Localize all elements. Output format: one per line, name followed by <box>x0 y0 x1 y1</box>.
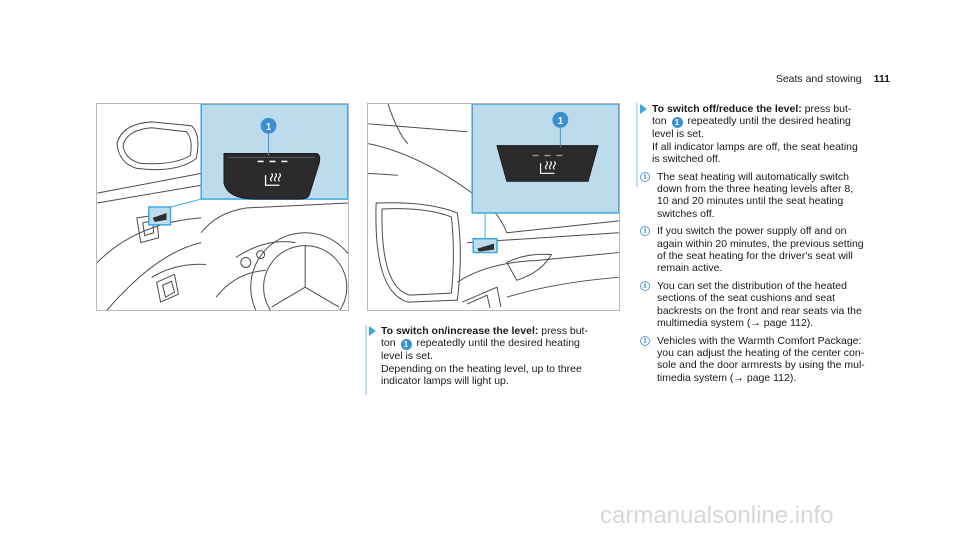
step-title: To switch on/increase the level: <box>381 325 539 337</box>
step-text: repeatedly until the desired heating <box>416 337 580 350</box>
section-title: Seats and stowing <box>775 73 862 85</box>
step-arrow-icon <box>640 104 647 114</box>
step-text: press but- <box>541 325 588 337</box>
step-bar <box>636 103 638 187</box>
note-text: multimedia system (→ page 112). <box>657 317 814 330</box>
note-text: 10 and 20 minutes until the seat heating <box>657 195 844 208</box>
note-text: down from the three heating levels after 8, <box>657 183 854 196</box>
watermark: carmanualsonline.info <box>600 502 834 529</box>
info-icon: i <box>640 172 650 182</box>
note-text: again within 20 minutes, the previous setting <box>657 237 864 250</box>
note-text: you can adjust the heating of the center con- <box>657 346 865 359</box>
note-previous-setting <box>640 225 890 275</box>
note-text: timedia system (→ page 112). <box>657 371 797 384</box>
note-text: If you switch the power supply off and on <box>657 225 847 238</box>
step-bar <box>365 325 367 395</box>
instruction-switch-off <box>640 103 890 384</box>
step-text: indicator lamps will light up. <box>381 375 509 388</box>
note-text: remain active. <box>657 262 723 275</box>
note-text: The seat heating will automatically switch <box>657 170 850 183</box>
note-text: backrests on the front and rear seats via the <box>657 304 862 317</box>
step-text: press but- <box>804 103 852 115</box>
step-switch-off <box>640 103 890 166</box>
note-text: sole and the door armrests by using the mul- <box>657 359 865 372</box>
note-text: You can set the distribution of the heated <box>657 279 847 292</box>
note-distribution <box>640 280 890 330</box>
step-text: level is set. <box>381 350 433 363</box>
figure-driver-door <box>96 103 349 311</box>
page-header <box>776 73 890 85</box>
page-number: 111 <box>873 73 890 85</box>
note-warmth-comfort <box>640 335 890 385</box>
note-auto-switch-off <box>640 171 890 221</box>
info-icon: i <box>640 336 650 346</box>
note-text: Vehicles with the Warmth Comfort Package: <box>657 334 862 347</box>
step-text: is switched off. <box>652 153 721 166</box>
callout-badge: 1 <box>401 339 412 350</box>
step-text: ton <box>381 337 396 350</box>
step-text: Depending on the heating level, up to three <box>381 362 582 375</box>
step-text: ton <box>652 115 667 128</box>
step-switch-on <box>369 325 619 388</box>
step-title: To switch off/reduce the level: <box>652 103 802 115</box>
door-illustration <box>97 104 348 310</box>
note-text: of the seat heating for the driver's seat will <box>657 250 853 263</box>
rear-door-illustration <box>368 104 619 310</box>
figure-rear-door <box>367 103 620 311</box>
callout-number: 1 <box>557 115 564 127</box>
note-text: sections of the seat cushions and seat <box>657 292 836 305</box>
info-icon: i <box>640 226 650 236</box>
step-arrow-icon <box>369 326 376 336</box>
info-icon: i <box>640 281 650 291</box>
instruction-switch-on <box>369 325 619 388</box>
note-text: switches off. <box>657 207 715 220</box>
callout-badge: 1 <box>672 117 683 128</box>
step-text: If all indicator lamps are off, the seat heating <box>652 140 858 153</box>
step-text: repeatedly until the desired heating <box>687 115 851 128</box>
step-text: level is set. <box>652 128 704 141</box>
callout-number: 1 <box>265 121 272 133</box>
